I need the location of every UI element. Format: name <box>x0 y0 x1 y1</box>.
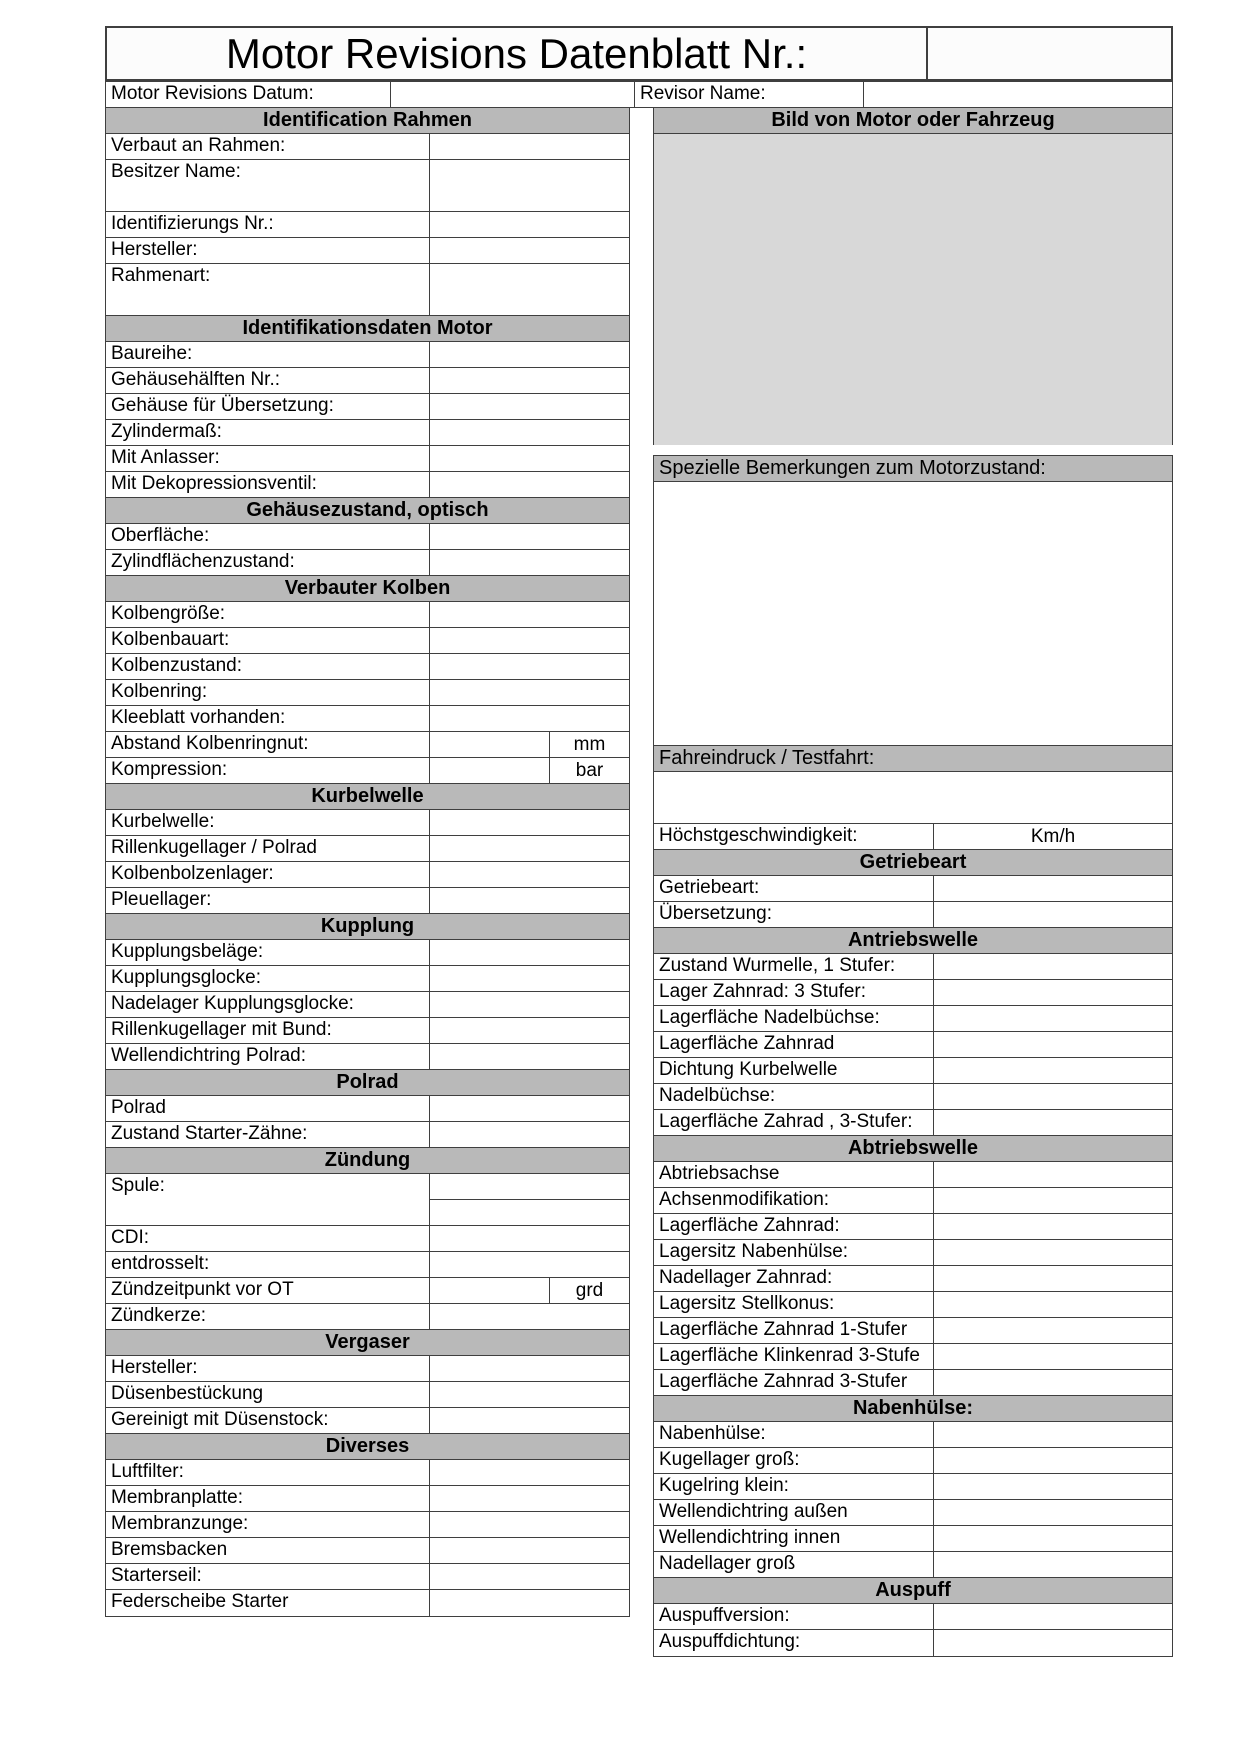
field-label: Gehäuse für Übersetzung: <box>111 395 334 416</box>
form-row <box>106 160 629 212</box>
section-header: Kupplung <box>106 914 629 940</box>
field-value[interactable] <box>429 524 629 549</box>
title-box <box>105 26 928 81</box>
form-row <box>654 1058 1172 1084</box>
field-value[interactable] <box>429 810 629 835</box>
field-label: Motor Revisions Datum: <box>111 83 314 104</box>
form-row <box>106 1382 629 1408</box>
field-value[interactable] <box>429 550 629 575</box>
field-label: Lager Zahnrad: 3 Stufer: <box>659 981 867 1002</box>
field-value[interactable] <box>933 1084 1172 1109</box>
image-section <box>653 107 1173 445</box>
form-row <box>106 654 629 680</box>
field-label: Lagerfläche Zahnrad 1-Stufer <box>659 1319 908 1340</box>
form-row <box>106 810 629 836</box>
form-row <box>106 1174 629 1226</box>
field-label: Höchstgeschwindigkeit: <box>659 825 858 846</box>
field-label: Nadelager Kupplungsglocke: <box>111 993 354 1014</box>
form-row <box>654 1006 1172 1032</box>
field-label: Oberfläche: <box>111 525 210 546</box>
section-header: Spezielle Bemerkungen zum Motorzustand: <box>654 456 1172 482</box>
field-value[interactable] <box>933 1344 1172 1369</box>
field-label: Federscheibe Starter <box>111 1591 289 1612</box>
form-row <box>654 1526 1172 1552</box>
field-label: Kurbelwelle: <box>111 811 215 832</box>
field-value[interactable] <box>429 368 629 393</box>
field-value[interactable] <box>429 472 629 497</box>
field-value[interactable] <box>933 1422 1172 1447</box>
form-row <box>106 238 629 264</box>
field-label: Polrad <box>111 1097 166 1118</box>
form-row <box>106 732 629 758</box>
field-value[interactable] <box>429 1538 629 1563</box>
field-label: Kolbenring: <box>111 681 208 702</box>
section-header: Getriebeart <box>654 850 1172 876</box>
field-label: Übersetzung: <box>659 903 773 924</box>
field-value[interactable] <box>429 654 629 679</box>
field-label: Abstand Kolbenringnut: <box>111 733 309 754</box>
field-value[interactable] <box>933 1214 1172 1239</box>
field-value[interactable] <box>429 732 549 757</box>
form-row <box>106 1278 629 1304</box>
field-value[interactable] <box>933 1604 1172 1629</box>
field-label: Hersteller: <box>111 1357 198 1378</box>
field-label: Lagerfläche Zahrad , 3-Stufer: <box>659 1111 913 1132</box>
field-value[interactable] <box>933 1500 1172 1525</box>
form-row <box>654 1110 1172 1136</box>
form-row <box>106 1226 629 1252</box>
form-row <box>106 1486 629 1512</box>
form-row <box>654 1552 1172 1578</box>
field-value[interactable] <box>429 134 629 159</box>
field-label: Membranplatte: <box>111 1487 244 1508</box>
field-value[interactable] <box>429 758 549 783</box>
form-row <box>106 134 629 160</box>
field-label: Starterseil: <box>111 1565 202 1586</box>
field-label: Kolbenbauart: <box>111 629 230 650</box>
form-row <box>654 1318 1172 1344</box>
form-row <box>106 992 629 1018</box>
field-value[interactable] <box>429 446 629 471</box>
field-label: Hersteller: <box>111 239 198 260</box>
field-label: Achsenmodifikation: <box>659 1189 830 1210</box>
field-label: Zündkerze: <box>111 1305 207 1326</box>
section-header: Identifikationsdaten Motor <box>106 316 629 342</box>
field-label: Kolbenbolzenlager: <box>111 863 274 884</box>
field-value[interactable] <box>429 862 629 887</box>
field-label: Revisor Name: <box>634 82 863 107</box>
title-bar <box>105 26 1173 81</box>
field-label: Nadellager groß <box>659 1553 796 1574</box>
testride-field[interactable] <box>654 772 1172 824</box>
field-label: Verbaut an Rahmen: <box>111 135 286 156</box>
field-value[interactable] <box>933 980 1172 1005</box>
form-row <box>106 1044 629 1070</box>
field-value[interactable] <box>933 1032 1172 1057</box>
field-label: Zündzeitpunkt vor OT <box>111 1279 294 1300</box>
left-column <box>105 107 630 1617</box>
form-row <box>106 1252 629 1278</box>
form-row <box>106 706 629 732</box>
form-row <box>106 1564 629 1590</box>
form-row <box>654 980 1172 1006</box>
form-row <box>654 1604 1172 1630</box>
field-label: Kolbenzustand: <box>111 655 242 676</box>
field-value[interactable] <box>429 1460 629 1485</box>
field-label: Kugellager groß: <box>659 1449 800 1470</box>
field-label: Spule: <box>111 1175 165 1196</box>
motor-image-placeholder <box>654 134 1172 445</box>
form-row <box>654 1630 1172 1656</box>
form-row <box>106 1408 629 1434</box>
field-value[interactable] <box>429 342 629 367</box>
section-header: Vergaser <box>106 1330 629 1356</box>
field-value[interactable] <box>429 1278 549 1303</box>
form-row <box>106 940 629 966</box>
field-label: Lagersitz Stellkonus: <box>659 1293 835 1314</box>
section-header: Nabenhülse: <box>654 1396 1172 1422</box>
field-value[interactable] <box>430 1200 629 1225</box>
remarks-field[interactable] <box>654 482 1172 745</box>
section-header: Diverses <box>106 1434 629 1460</box>
field-value[interactable] <box>933 902 1172 927</box>
unit-label: grd <box>549 1278 629 1303</box>
section-header: Antriebswelle <box>654 928 1172 954</box>
form-row <box>654 1032 1172 1058</box>
field-value[interactable] <box>429 680 629 705</box>
form-row <box>106 602 629 628</box>
form-row <box>106 1096 629 1122</box>
form-row <box>106 628 629 654</box>
field-value[interactable] <box>429 1512 629 1537</box>
field-value[interactable] <box>933 1474 1172 1499</box>
field-label: Lagersitz Nabenhülse: <box>659 1241 849 1262</box>
field-value[interactable] <box>429 1252 629 1277</box>
section-header: Auspuff <box>654 1578 1172 1604</box>
form-row <box>106 524 629 550</box>
field-label: Zustand Starter-Zähne: <box>111 1123 308 1144</box>
field-value[interactable] <box>933 1162 1172 1187</box>
field-label: Nabenhülse: <box>659 1423 766 1444</box>
field-value[interactable] <box>933 1266 1172 1291</box>
revisor-field[interactable] <box>863 82 1172 107</box>
field-label: Mit Anlasser: <box>111 447 220 468</box>
field-value[interactable] <box>933 1006 1172 1031</box>
form-row <box>106 1590 629 1616</box>
form-row <box>654 1188 1172 1214</box>
unit-label: bar <box>549 758 629 783</box>
form-row <box>106 836 629 862</box>
form-row <box>106 758 629 784</box>
field-label: Wellendichtring innen <box>659 1527 841 1548</box>
section-header: Identification Rahmen <box>106 108 629 134</box>
form-row <box>654 954 1172 980</box>
field-label: Luftfilter: <box>111 1461 184 1482</box>
field-label: Baureihe: <box>111 343 193 364</box>
field-value[interactable] <box>429 160 629 211</box>
field-value[interactable] <box>429 1590 629 1616</box>
field-value[interactable] <box>429 1356 629 1381</box>
field-value[interactable] <box>933 1110 1172 1135</box>
field-label: Kupplungsglocke: <box>111 967 261 988</box>
remarks-section <box>653 455 1173 745</box>
meta-row <box>105 81 1173 108</box>
field-label: Düsenbestückung <box>111 1383 264 1404</box>
form-row <box>654 1344 1172 1370</box>
field-label: Mit Dekopressionsventil: <box>111 473 317 494</box>
field-value[interactable] <box>429 238 629 263</box>
form-row <box>106 888 629 914</box>
form-row <box>654 1448 1172 1474</box>
field-label: Getriebeart: <box>659 877 760 898</box>
field-value[interactable] <box>429 212 629 237</box>
field-value[interactable] <box>933 1188 1172 1213</box>
form-row <box>106 1512 629 1538</box>
form-row <box>106 1122 629 1148</box>
field-value[interactable] <box>429 940 629 965</box>
field-label: Lagerfläche Zahnrad 3-Stufer <box>659 1371 908 1392</box>
field-value[interactable] <box>429 1044 629 1069</box>
form-row <box>654 1292 1172 1318</box>
section-header: Abtriebswelle <box>654 1136 1172 1162</box>
form-row <box>654 1214 1172 1240</box>
field-value[interactable] <box>933 1240 1172 1265</box>
field-label: Lagerfläche Zahnrad: <box>659 1215 840 1236</box>
field-value[interactable] <box>429 1408 629 1433</box>
field-label: Zustand Wurmelle, 1 Stufer: <box>659 955 896 976</box>
field-value[interactable] <box>933 1448 1172 1473</box>
field-label: Membranzunge: <box>111 1513 249 1534</box>
field-value[interactable] <box>933 1292 1172 1317</box>
field-label: Kupplungsbeläge: <box>111 941 264 962</box>
field-label: Gereinigt mit Düsenstock: <box>111 1409 329 1430</box>
field-label: Auspuffdichtung: <box>659 1631 801 1652</box>
field-label: Abtriebsachse <box>659 1163 780 1184</box>
field-value[interactable] <box>933 1058 1172 1083</box>
field-label: Zylindflächenzustand: <box>111 551 295 572</box>
field-value[interactable] <box>429 1096 629 1121</box>
field-label: Rillenkugellager / Polrad <box>111 837 317 858</box>
section-header: Polrad <box>106 1070 629 1096</box>
form-row <box>106 446 629 472</box>
section-header: Verbauter Kolben <box>106 576 629 602</box>
form-row <box>654 1422 1172 1448</box>
field-label: Lagerfläche Klinkenrad 3-Stufe <box>659 1345 920 1366</box>
form-row <box>654 876 1172 902</box>
field-label: Nadellager Zahnrad: <box>659 1267 833 1288</box>
field-value[interactable] <box>429 1382 629 1407</box>
field-label: Rillenkugellager mit Bund: <box>111 1019 332 1040</box>
field-value[interactable] <box>429 888 629 913</box>
field-value[interactable] <box>933 1526 1172 1551</box>
field-value[interactable] <box>933 1370 1172 1395</box>
field-value[interactable] <box>429 1122 629 1147</box>
field-value[interactable] <box>429 264 629 315</box>
field-label: Identifizierungs Nr.: <box>111 213 274 234</box>
form-row <box>654 824 1172 850</box>
field-value[interactable] <box>429 836 629 861</box>
form-row <box>106 1538 629 1564</box>
field-value[interactable] <box>429 992 629 1017</box>
form-row <box>106 966 629 992</box>
field-label: CDI: <box>111 1227 149 1248</box>
section-header: Bild von Motor oder Fahrzeug <box>654 108 1172 134</box>
field-value[interactable] <box>429 602 629 627</box>
field-label: Gehäusehälften Nr.: <box>111 369 280 390</box>
form-row <box>106 680 629 706</box>
field-value[interactable] <box>429 420 629 445</box>
field-label: Auspuffversion: <box>659 1605 790 1626</box>
form-row <box>106 368 629 394</box>
field-label: entdrosselt: <box>111 1253 210 1274</box>
form-row <box>106 1018 629 1044</box>
field-value[interactable] <box>429 1486 629 1511</box>
form-row <box>106 1304 629 1330</box>
form-row <box>106 394 629 420</box>
field-label: Kompression: <box>111 759 228 780</box>
form-row <box>106 472 629 498</box>
field-value[interactable] <box>429 706 629 731</box>
section-header: Kurbelwelle <box>106 784 629 810</box>
page-title: Motor Revisions Datenblatt Nr.: <box>225 29 808 77</box>
field-label: Pleuellager: <box>111 889 212 910</box>
unit-label: mm <box>549 732 629 757</box>
field-value[interactable] <box>429 628 629 653</box>
field-label: Lagerfläche Nadelbüchse: <box>659 1007 880 1028</box>
section-header: Zündung <box>106 1148 629 1174</box>
field-label: Zylindermaß: <box>111 421 222 442</box>
form-row <box>654 902 1172 928</box>
field-value[interactable] <box>429 1018 629 1043</box>
form-row <box>106 420 629 446</box>
section-header: Gehäusezustand, optisch <box>106 498 629 524</box>
field-value[interactable] <box>933 1552 1172 1577</box>
field-label: Besitzer Name: <box>111 161 241 182</box>
field-value[interactable] <box>429 1304 629 1329</box>
field-label: Kleeblatt vorhanden: <box>111 707 286 728</box>
form-row <box>106 212 629 238</box>
field-value[interactable] <box>429 1226 629 1251</box>
form-row <box>654 1240 1172 1266</box>
field-value[interactable] <box>933 954 1172 979</box>
form-row <box>654 1370 1172 1396</box>
section-header: Fahreindruck / Testfahrt: <box>654 746 1172 772</box>
field-label: Nadelbüchse: <box>659 1085 776 1106</box>
form-row <box>106 1460 629 1486</box>
field-label: Lagerfläche Zahnrad <box>659 1033 835 1054</box>
form-row <box>654 1474 1172 1500</box>
field-label: Rahmenart: <box>111 265 211 286</box>
form-row <box>654 1500 1172 1526</box>
right-main-section <box>653 745 1173 1657</box>
topspeed-field[interactable]: Km/h <box>933 824 1172 849</box>
field-value[interactable] <box>933 876 1172 901</box>
field-label: Kugelring klein: <box>659 1475 789 1496</box>
field-value[interactable] <box>933 1630 1172 1656</box>
field-label: Wellendichtring außen <box>659 1501 848 1522</box>
form-row <box>106 1356 629 1382</box>
form-row <box>654 1266 1172 1292</box>
form-row <box>654 1162 1172 1188</box>
field-value[interactable] <box>429 394 629 419</box>
sheet-number-field[interactable] <box>928 26 1173 81</box>
field-value[interactable] <box>429 966 629 991</box>
form-row <box>106 550 629 576</box>
field-value[interactable] <box>933 1318 1172 1343</box>
date-field[interactable] <box>390 82 634 107</box>
field-label: Bremsbacken <box>111 1539 228 1560</box>
field-label: Dichtung Kurbelwelle <box>659 1059 838 1080</box>
field-label: Kolbengröße: <box>111 603 226 624</box>
form-row <box>106 342 629 368</box>
form-row <box>106 862 629 888</box>
field-value[interactable] <box>430 1174 629 1200</box>
form-row <box>106 264 629 316</box>
field-label: Wellendichtring Polrad: <box>111 1045 307 1066</box>
field-value[interactable] <box>429 1564 629 1589</box>
form-row <box>654 1084 1172 1110</box>
